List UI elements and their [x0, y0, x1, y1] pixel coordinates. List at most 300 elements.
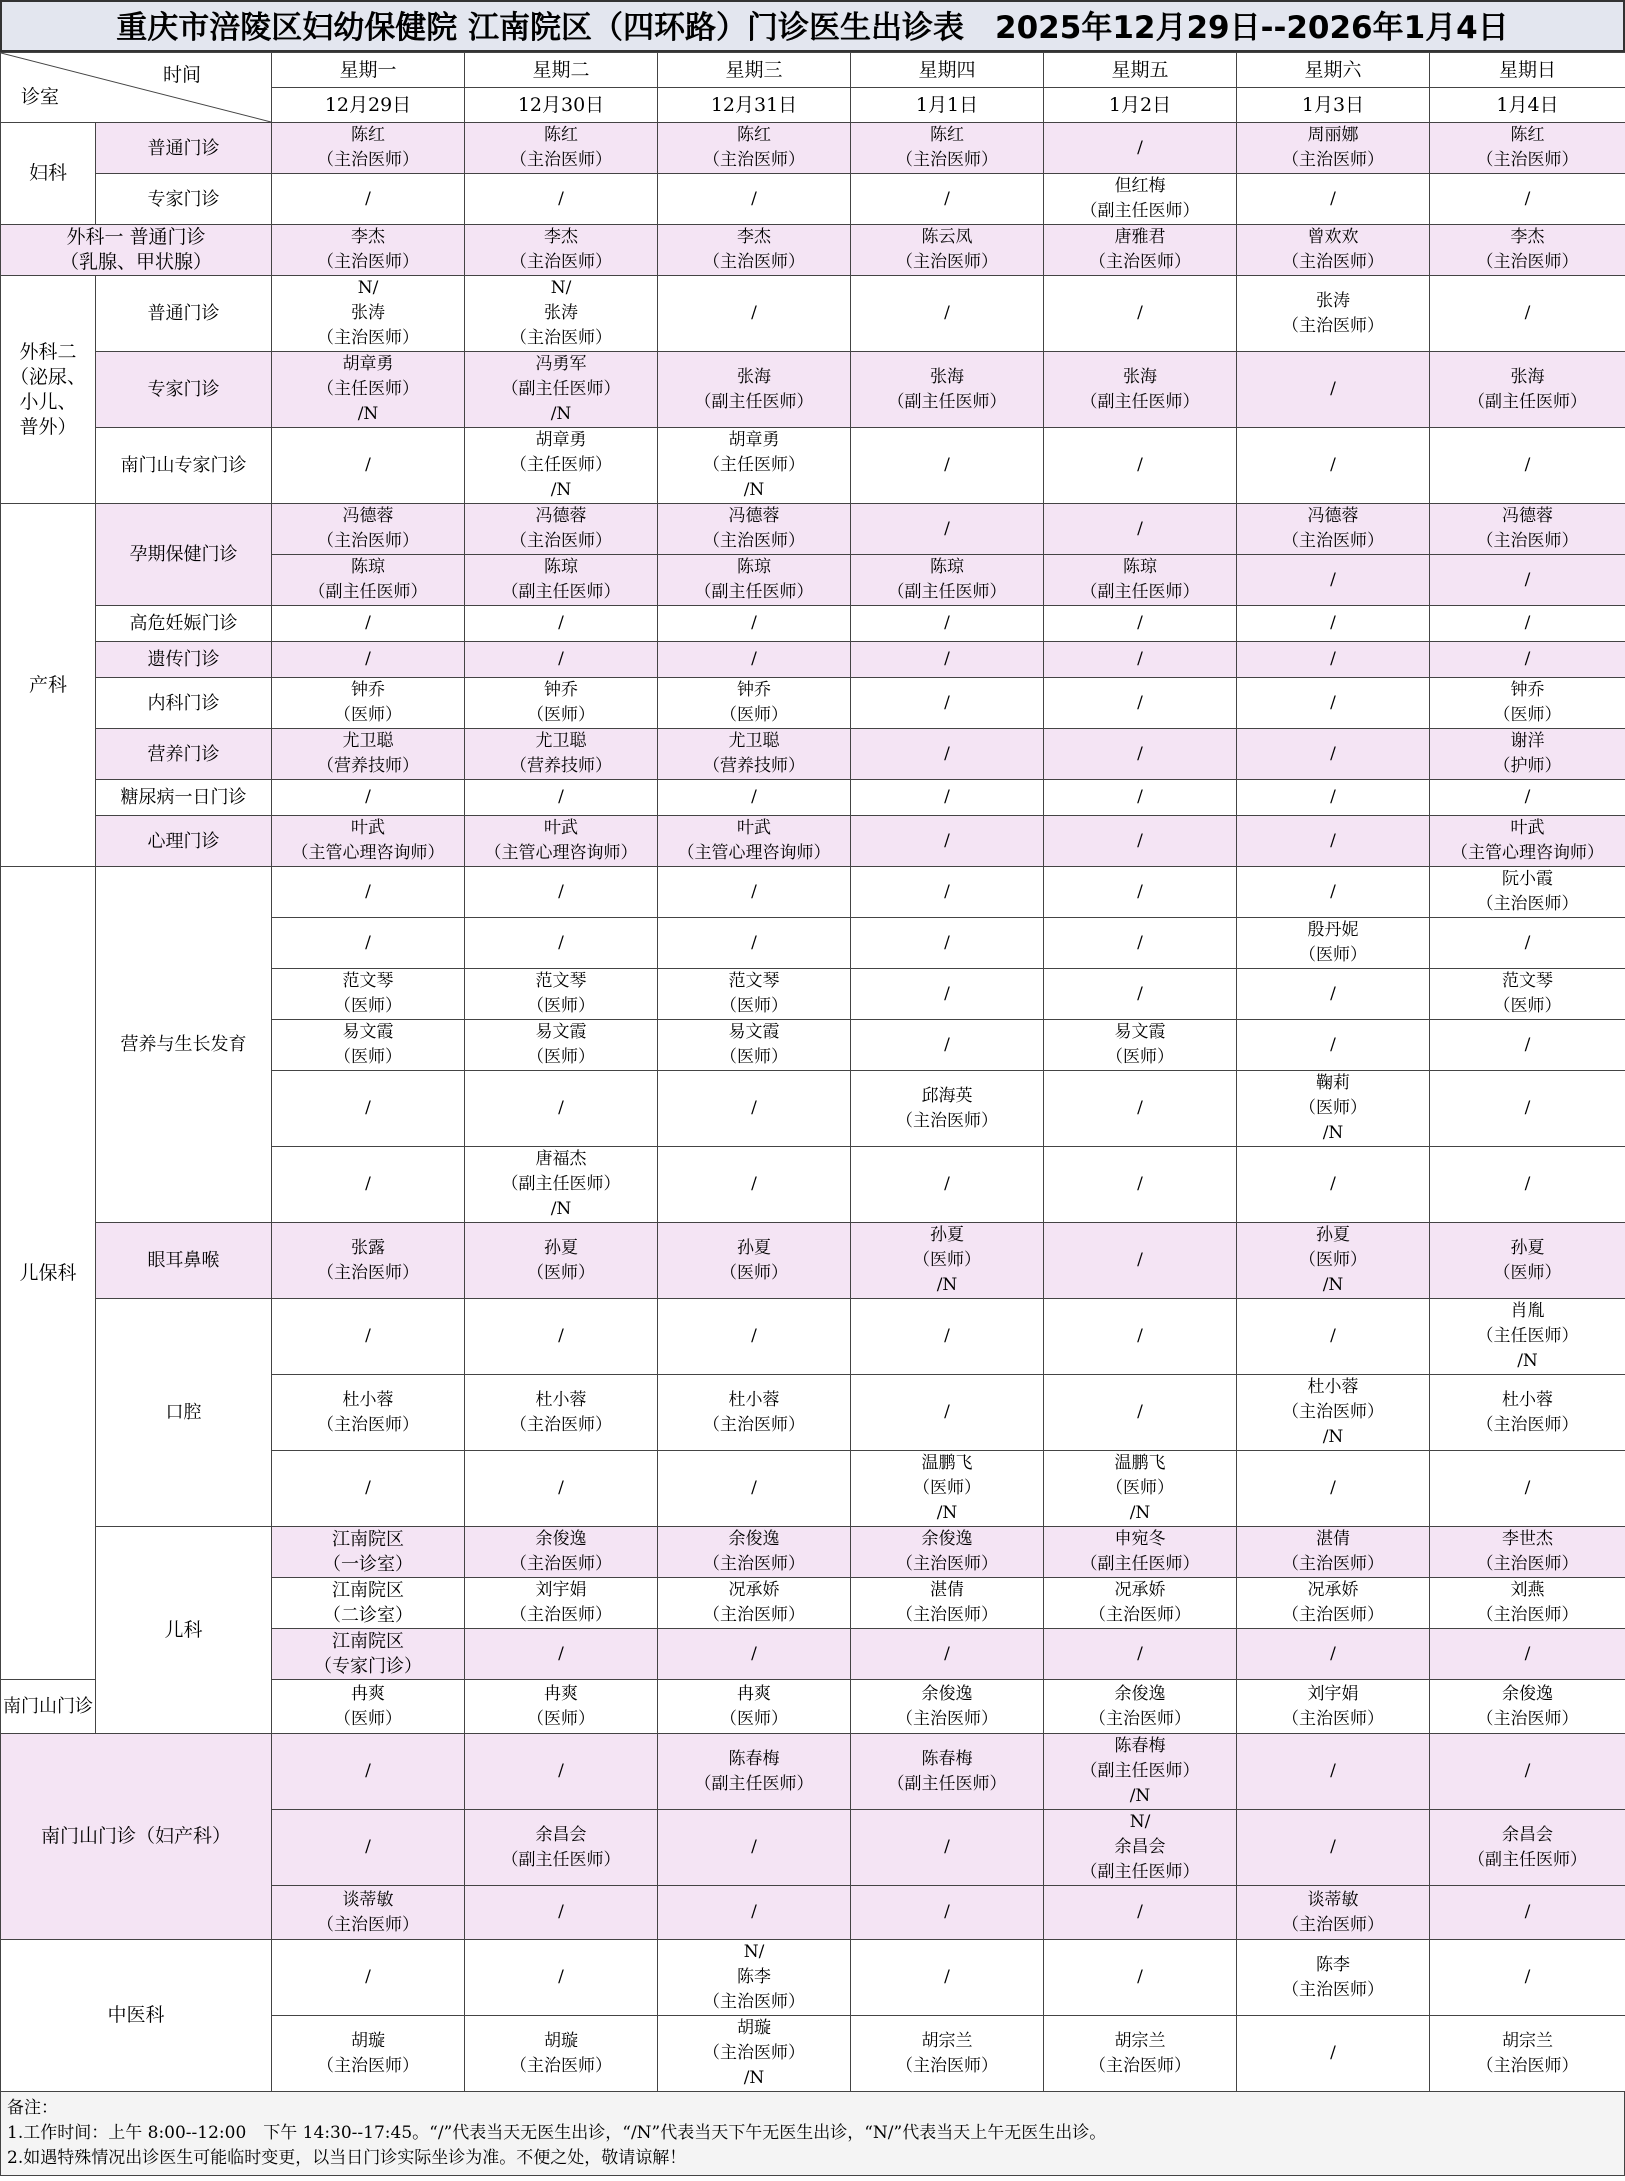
cell-line: /: [751, 1098, 757, 1118]
cell-line: /: [558, 881, 564, 902]
cell-line: /: [944, 1902, 950, 1922]
clinic-cell: [96, 174, 272, 225]
cell-line: /: [365, 649, 371, 669]
doctor-cell: [1044, 504, 1237, 555]
cell-line: /: [751, 1478, 757, 1498]
cell-line: （副主任医师）: [1080, 201, 1200, 221]
cell-line: 范文琴: [1502, 971, 1553, 991]
cell-line: （主治医师）: [317, 2055, 419, 2076]
doctor-cell: [1430, 678, 1625, 729]
cell-line: 胡璇: [737, 2018, 771, 2038]
cell-line: /: [558, 613, 564, 633]
cell-line: /: [1137, 1098, 1143, 1118]
doctor-cell: [272, 1680, 465, 1734]
doctor-cell: [851, 1886, 1044, 1940]
department-line: 儿科: [164, 1618, 203, 1641]
cell-line: /: [944, 743, 950, 764]
cell-line: /: [944, 613, 950, 633]
doctor-cell: [272, 1940, 465, 2016]
cell-line: 钟乔: [737, 680, 771, 700]
doctor-cell: [1430, 1020, 1625, 1071]
cell-line: /: [944, 1967, 950, 1987]
cell-line: （主治医师）: [1282, 315, 1384, 336]
doctor-cell: [851, 678, 1044, 729]
doctor-cell: [1044, 678, 1237, 729]
cell-line: 谈蒂敏: [342, 1889, 394, 1910]
department-cell: [1, 225, 272, 276]
doctor-cell: [465, 1527, 658, 1578]
doctor-cell: [1044, 969, 1237, 1020]
cell-line: /: [365, 787, 371, 807]
doctor-cell: [1430, 1629, 1625, 1680]
cell-line: /: [1137, 1902, 1143, 1922]
doctor-cell: [1044, 918, 1237, 969]
clinic-line: 眼耳鼻喉: [147, 1250, 220, 1271]
clinic-line: 孕期保健门诊: [129, 544, 238, 565]
doctor-cell: [272, 780, 465, 816]
doctor-cell: [272, 1375, 465, 1451]
cell-line: /: [365, 1967, 371, 1987]
cell-line: 余俊逸: [1114, 1683, 1166, 1704]
clinic-cell: [96, 123, 272, 174]
doctor-cell: [272, 504, 465, 555]
cell-line: （副主任医师）: [1080, 391, 1200, 412]
cell-line: （医师）: [1106, 1047, 1174, 1067]
cell-line: （主任医师）: [317, 379, 419, 399]
cell-line: （医师）: [527, 1262, 595, 1283]
cell-line: 钟乔: [1510, 680, 1545, 700]
cell-line: （主治医师）: [896, 1605, 998, 1625]
doctor-cell: [1237, 918, 1430, 969]
cell-line: （医师）: [1493, 996, 1562, 1016]
doctor-cell: [465, 642, 658, 678]
clinic-cell: [96, 504, 272, 606]
doctor-cell: [851, 1810, 1044, 1886]
cell-line: （主治医师）: [1089, 2055, 1191, 2076]
cell-line: （主治医师）: [1476, 150, 1579, 170]
cell-line: （主任医师）: [703, 455, 805, 475]
cell-line: （副主任医师）: [1468, 1849, 1587, 1870]
schedule-row: [1, 678, 1625, 729]
cell-line: /: [1524, 787, 1531, 807]
cell-line: （主管心理咨询师）: [1451, 843, 1604, 863]
schedule-row: [1, 504, 1625, 555]
cell-line: （医师）: [720, 1262, 788, 1283]
doctor-cell: [851, 1299, 1044, 1375]
doctor-cell: [465, 918, 658, 969]
cell-line: 陈琼: [544, 557, 578, 577]
date-header: 12月30日: [465, 88, 658, 123]
cell-line: /: [558, 649, 564, 669]
cell-line: 张涛: [351, 303, 385, 323]
cell-line: /N: [550, 1199, 572, 1219]
cell-line: /: [558, 1098, 564, 1118]
date-header: 12月31日: [658, 88, 851, 123]
cell-line: /: [1330, 649, 1336, 669]
cell-line: 范文琴: [535, 971, 587, 991]
cell-line: /N: [743, 480, 765, 500]
clinic-cell: [96, 780, 272, 816]
doctor-cell: [465, 729, 658, 780]
cell-line: /: [944, 983, 950, 1004]
doctor-cell: [465, 780, 658, 816]
doctor-cell: [1237, 352, 1430, 428]
doctor-cell: [658, 780, 851, 816]
doctor-cell: [658, 1886, 851, 1940]
cell-line: 曾欢欢: [1307, 227, 1359, 247]
clinic-line: （二诊室）: [323, 1605, 413, 1626]
doctor-cell: [851, 969, 1044, 1020]
doctor-cell: [272, 1147, 465, 1223]
doctor-cell: [851, 504, 1044, 555]
cell-line: 胡宗兰: [1114, 2030, 1166, 2051]
cell-line: /: [1524, 1643, 1531, 1664]
cell-line: 谈蒂敏: [1307, 1889, 1359, 1910]
doctor-cell: [1430, 1578, 1625, 1629]
clinic-cell: [1, 1680, 96, 1734]
cell-line: 周丽娜: [1307, 125, 1359, 145]
doctor-cell: [465, 1810, 658, 1886]
cell-line: （主治医师）: [317, 1414, 419, 1435]
doctor-cell: [465, 504, 658, 555]
cell-line: 孙夏: [1316, 1225, 1350, 1245]
doctor-cell: [272, 918, 465, 969]
doctor-cell: [1237, 678, 1430, 729]
clinic-line: 内科门诊: [147, 692, 220, 714]
doctor-cell: [851, 555, 1044, 606]
doctor-cell: [1430, 867, 1625, 918]
doctor-cell: [851, 174, 1044, 225]
schedule-table: [0, 52, 1625, 2092]
cell-line: （医师）: [334, 1047, 402, 1067]
doctor-cell: [1430, 1147, 1625, 1223]
doctor-cell: [272, 1299, 465, 1375]
cell-line: /: [558, 1643, 564, 1664]
department-line: 小儿、: [19, 390, 77, 413]
department-cell: [1, 504, 96, 867]
doctor-cell: [658, 642, 851, 678]
doctor-cell: [1237, 1734, 1430, 1810]
doctor-cell: [1044, 225, 1237, 276]
cell-line: （营养技师）: [703, 756, 805, 776]
cell-line: 陈春梅: [728, 1748, 780, 1769]
cell-line: 阮小霞: [1502, 869, 1553, 889]
cell-line: /: [1137, 1326, 1143, 1346]
cell-line: /N: [1322, 1427, 1344, 1447]
cell-line: （副主任医师）: [501, 1174, 621, 1194]
department-line: 外科一 普通门诊: [66, 226, 206, 248]
cell-line: 胡宗兰: [1502, 2030, 1553, 2051]
cell-line: /: [944, 787, 950, 807]
doctor-cell: [465, 1020, 658, 1071]
cell-line: /: [751, 649, 757, 669]
doctor-cell: [851, 276, 1044, 352]
cell-line: 李杰: [737, 227, 771, 247]
cell-line: 胡章勇: [728, 430, 780, 450]
doctor-cell: [465, 1375, 658, 1451]
cell-line: /: [1330, 569, 1336, 590]
doctor-cell: [1430, 642, 1625, 678]
clinic-line: 江南院区: [332, 1631, 404, 1652]
cell-line: 唐福杰: [535, 1149, 587, 1169]
cell-line: /: [944, 1034, 950, 1055]
doctor-cell: [272, 276, 465, 352]
doctor-cell: [465, 2016, 658, 2092]
department-line: （泌尿、: [9, 365, 86, 388]
doctor-cell: [1237, 2016, 1430, 2092]
doctor-cell: [658, 1451, 851, 1527]
cell-line: 范文琴: [342, 971, 394, 991]
cell-line: （医师）: [913, 1250, 981, 1270]
cell-line: 刘燕: [1510, 1580, 1545, 1600]
cell-line: /: [365, 1174, 371, 1194]
doctor-cell: [1044, 606, 1237, 642]
doctor-cell: [465, 1734, 658, 1810]
cell-line: /: [1137, 1250, 1143, 1270]
cell-line: 陈琼: [1123, 557, 1157, 577]
doctor-cell: [1237, 1578, 1430, 1629]
doctor-cell: [1237, 1629, 1430, 1680]
cell-line: 易文霞: [342, 1022, 394, 1042]
cell-line: /: [1330, 830, 1336, 851]
doctor-cell: [272, 867, 465, 918]
doctor-cell: [1044, 780, 1237, 816]
doctor-cell: [658, 1071, 851, 1147]
doctor-cell: [1044, 1071, 1237, 1147]
cell-line: 尤卫聪: [728, 731, 780, 751]
cell-line: 邱海英: [921, 1085, 973, 1106]
doctor-cell: [851, 1147, 1044, 1223]
cell-line: （主治医师）: [1282, 252, 1384, 272]
cell-line: （主治医师）: [317, 328, 419, 348]
doctor-cell: [1237, 1299, 1430, 1375]
cell-line: /: [1137, 983, 1143, 1004]
doctor-cell: [1430, 1734, 1625, 1810]
clinic-cell: [96, 729, 272, 780]
cell-line: （主治医师）: [1476, 894, 1579, 914]
clinic-line: （专家门诊）: [314, 1656, 422, 1677]
cell-line: （主治医师）: [317, 252, 419, 272]
doctor-cell: [1237, 1527, 1430, 1578]
department-cell: [1, 123, 96, 225]
doctor-cell: [1044, 428, 1237, 504]
date-header: 12月29日: [272, 88, 465, 123]
cell-line: /: [365, 188, 371, 209]
cell-line: 余昌会: [1502, 1824, 1553, 1845]
doctor-cell: [851, 1578, 1044, 1629]
doctor-cell: [1237, 642, 1430, 678]
cell-line: （医师）: [334, 996, 402, 1016]
cell-line: （主管心理咨询师）: [677, 843, 831, 863]
department-line: 儿保科: [19, 1261, 77, 1284]
doctor-cell: [658, 1147, 851, 1223]
doctor-cell: [851, 352, 1044, 428]
cell-line: （主治医师）: [510, 328, 612, 348]
doctor-cell: [1044, 1451, 1237, 1527]
doctor-cell: [658, 1629, 851, 1680]
doctor-cell: [1430, 816, 1625, 867]
cell-line: /: [365, 613, 371, 633]
clinic-line: 江南院区: [332, 1580, 404, 1601]
cell-line: （医师）: [1299, 1250, 1367, 1270]
cell-line: （医师）: [527, 1047, 595, 1067]
doctor-cell: [1044, 1886, 1237, 1940]
doctor-cell: [658, 1940, 851, 2016]
cell-line: 陈琼: [351, 557, 385, 577]
doctor-cell: [1430, 1299, 1625, 1375]
doctor-cell: [658, 352, 851, 428]
doctor-cell: [658, 1020, 851, 1071]
doctor-cell: [272, 1020, 465, 1071]
weekday-header: 星期日: [1430, 53, 1625, 88]
weekday-header: 星期四: [851, 53, 1044, 88]
doctor-cell: [658, 428, 851, 504]
cell-line: /: [558, 1478, 564, 1498]
doctor-cell: [272, 555, 465, 606]
doctor-cell: [1044, 1680, 1237, 1734]
doctor-cell: [465, 1223, 658, 1299]
cell-line: /: [1330, 1174, 1336, 1194]
doctor-cell: [465, 225, 658, 276]
cell-line: 陈云凤: [921, 227, 973, 247]
cell-line: 张露: [351, 1237, 385, 1258]
cell-line: /: [1137, 1402, 1143, 1422]
clinic-cell: [96, 1223, 272, 1299]
clinic-cell: [96, 352, 272, 428]
cell-line: （医师）: [913, 1478, 981, 1498]
cell-line: （主任医师）: [510, 455, 612, 475]
doctor-cell: [1237, 969, 1430, 1020]
cell-line: （医师）: [720, 1708, 788, 1729]
doctor-cell: [658, 225, 851, 276]
doctor-cell: [1430, 606, 1625, 642]
cell-line: （主治医师）: [317, 1914, 419, 1935]
cell-line: （主治医师）: [703, 1605, 805, 1625]
doctor-cell: [465, 1299, 658, 1375]
doctor-cell: [851, 606, 1044, 642]
clinic-line: 专家门诊: [147, 188, 220, 210]
cell-line: 孙夏: [544, 1237, 578, 1258]
doctor-cell: [658, 678, 851, 729]
doctor-cell: [851, 1375, 1044, 1451]
cell-line: （主治医师）: [1282, 1979, 1384, 2000]
department-cell: [1, 1734, 272, 1940]
doctor-cell: [272, 606, 465, 642]
doctor-cell: [465, 1629, 658, 1680]
cell-line: /: [944, 830, 950, 851]
cell-line: /: [365, 932, 371, 953]
cell-line: /: [944, 303, 950, 323]
doctor-cell: [658, 1223, 851, 1299]
doctor-cell: [1044, 1734, 1237, 1810]
doctor-cell: [658, 1578, 851, 1629]
cell-line: 冉爽: [544, 1683, 578, 1704]
cell-line: 温鹏飞: [1114, 1453, 1166, 1473]
doctor-cell: [1044, 276, 1237, 352]
doctor-cell: [851, 123, 1044, 174]
doctor-cell: [1237, 428, 1430, 504]
cell-line: 李杰: [351, 227, 385, 247]
cell-line: /: [1330, 188, 1336, 209]
cell-line: /N: [1129, 1503, 1151, 1523]
cell-line: （主治医师）: [703, 1554, 805, 1574]
cell-line: 冯德蓉: [1502, 506, 1553, 526]
doctor-cell: [1044, 1223, 1237, 1299]
cell-line: /: [944, 932, 950, 953]
doctor-cell: [1044, 1629, 1237, 1680]
cell-line: 易文霞: [1114, 1022, 1166, 1042]
department-line: 产科: [28, 673, 67, 696]
cell-line: （主治医师）: [896, 2055, 998, 2076]
doctor-cell: [658, 1810, 851, 1886]
cell-line: 李杰: [544, 227, 578, 247]
cell-line: /: [1524, 1098, 1531, 1118]
cell-line: 范文琴: [728, 971, 780, 991]
cell-line: 杜小蓉: [1502, 1389, 1553, 1410]
cell-line: 温鹏飞: [921, 1453, 973, 1473]
doctor-cell: [272, 352, 465, 428]
cell-line: /N: [936, 1503, 958, 1523]
cell-line: （主治医师）: [1282, 1554, 1384, 1574]
doctor-cell: [1430, 123, 1625, 174]
cell-line: （医师）: [720, 1047, 788, 1067]
date-header: 1月4日: [1430, 88, 1625, 123]
clinic-line: 营养门诊: [147, 743, 220, 765]
cell-line: （主治医师）: [703, 252, 805, 272]
schedule-row: [1, 780, 1625, 816]
cell-line: 陈红: [1510, 125, 1545, 145]
doctor-cell: [1237, 816, 1430, 867]
cell-line: 唐雅君: [1114, 227, 1166, 247]
doctor-cell: [851, 1734, 1044, 1810]
doctor-cell: [658, 729, 851, 780]
cell-line: /N: [936, 1275, 958, 1295]
doctor-cell: [851, 867, 1044, 918]
doctor-cell: [1237, 504, 1430, 555]
cell-line: /: [751, 1902, 757, 1922]
cell-line: 杜小蓉: [342, 1389, 394, 1410]
cell-line: /: [558, 188, 564, 209]
cell-line: /: [1524, 455, 1531, 475]
header-room-label: 诊室: [21, 86, 60, 108]
clinic-cell: [96, 642, 272, 678]
doctor-cell: [465, 678, 658, 729]
cell-line: /: [944, 692, 950, 713]
doctor-cell: [1237, 1020, 1430, 1071]
doctor-cell: [851, 1680, 1044, 1734]
doctor-cell: [465, 276, 658, 352]
cell-line: /: [1137, 1967, 1143, 1987]
cell-line: /: [558, 1967, 564, 1987]
cell-line: /: [944, 1174, 950, 1194]
cell-line: 冯德蓉: [728, 506, 780, 526]
cell-line: （主治医师）: [317, 531, 419, 551]
doctor-cell: [658, 174, 851, 225]
doctor-cell: [1237, 1147, 1430, 1223]
cell-line: /: [1137, 830, 1143, 851]
doctor-cell: [465, 123, 658, 174]
cell-line: /: [1137, 613, 1143, 633]
cell-line: /: [1330, 1034, 1336, 1055]
cell-line: （医师）: [527, 996, 595, 1016]
doctor-cell: [851, 918, 1044, 969]
doctor-cell: [465, 1940, 658, 2016]
cell-line: /: [558, 787, 564, 807]
schedule-row: [1, 867, 1625, 918]
date-header: 1月3日: [1237, 88, 1430, 123]
cell-line: /: [1330, 379, 1336, 399]
cell-line: /: [1330, 692, 1336, 713]
